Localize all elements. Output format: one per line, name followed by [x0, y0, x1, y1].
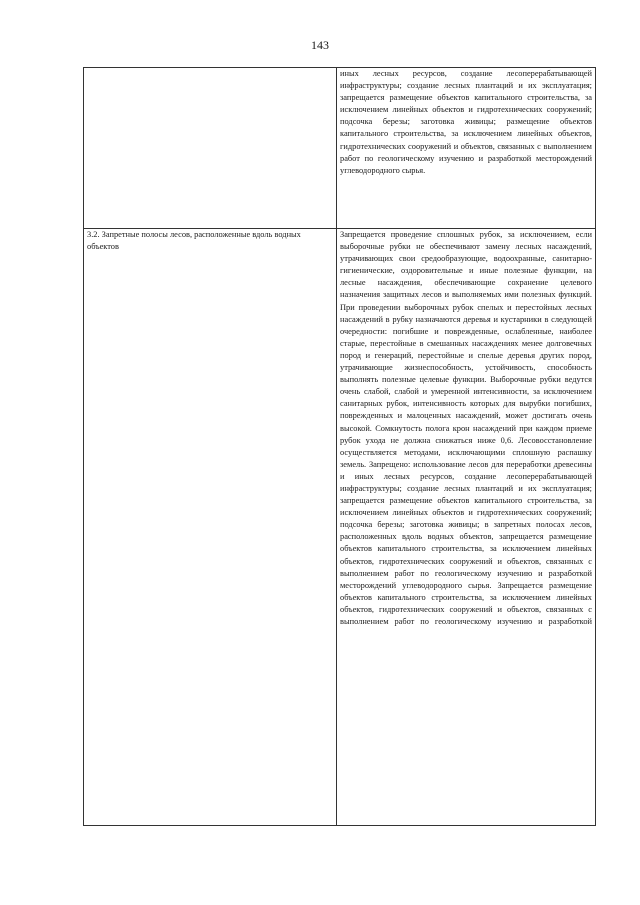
regulations-table: [83, 67, 596, 826]
regulation-text: Запрещается проведение сплошных рубок, за исключением, если выборочные рубки не обеспечивают замену лесных насаждений, утрачивающих свои средообразующие, водоохранные, санитарно-гигиенические, оздоровительные и иные полезные функции, на лесные насаждения, обеспечивающие сохранение целевого назначения защитных лесов и выполняемых ими полезных функций. При проведении выборочных рубок спелых и перестойных лесных насаждений в рубку назначаются деревья и кустарники в следующей очередности: погибшие и поврежденные, ослабленные, наиболее старые, перестойные в смешанных насаждениях менее долговечных пород и генераций, перестойные и спелые деревья других пород, утрачивающие жизнеспособность, устойчивость, способность выполнять полезные целевые функции. Выборочные рубки ведутся очень слабой, слабой и умеренной интенсивности, за исключением санитарных рубок, интенсивность которых для вырубки погибших, поврежденных и малоценных насаждений, может достигать очень высокой. Сомкнутость полога крон насаждений при каждом приеме рубок ухода не должна снижаться ниже 0,6. Лесовосстановление осуществляется методами, исключающими сплошную распашку земель. Запрещено: использование лесов для переработки древесины и иных лесных ресурсов, создание лесоперерабатывающей инфраструктуры; создание лесных плантаций и их эксплуатация; запрещается размещение объектов капитального строительства, за исключением линейных объектов и гидротехнических сооружений; подсочка березы; заготовка живицы; в запретных полосах лесов, расположенных вдоль водных объектов, запрещается размещение объектов капитального строительства, за исключением линейных объектов, гидротехнических сооружений и объектов, связанных с выполнением работ по геологическому изучению и разработкой месторождений углеводородного сырья. Запрещается размещение объектов капитального строительства, за исключением линейных объектов, гидротехнических сооружений и объектов, связанных с выполнением работ по геологическому изучению и разработкой: [340, 230, 592, 626]
regulation-cell: [337, 68, 596, 229]
category-text: 3.2. Запретные полосы лесов, расположенные вдоль водных объектов: [87, 230, 301, 252]
category-cell: [84, 229, 337, 826]
category-cell: [84, 68, 337, 229]
table-row: [84, 68, 596, 229]
table-row: [84, 229, 596, 826]
regulation-cell: [337, 229, 596, 826]
regulation-text: иных лесных ресурсов, создание лесоперерабатывающей инфраструктуры; создание лесных плантаций и их эксплуатация; запрещается размещение объектов капитального строительства, за исключением линейных объектов и гидротехнических сооружений; подсочка березы; заготовка живицы; размещение объектов капитального строительства, за исключением линейных объектов, гидротехнических сооружений и объектов, связанных с выполнением работ по геологическому изучению и разработкой месторождений углеводородного сырья.: [340, 69, 592, 175]
page-number: 143: [311, 38, 329, 52]
